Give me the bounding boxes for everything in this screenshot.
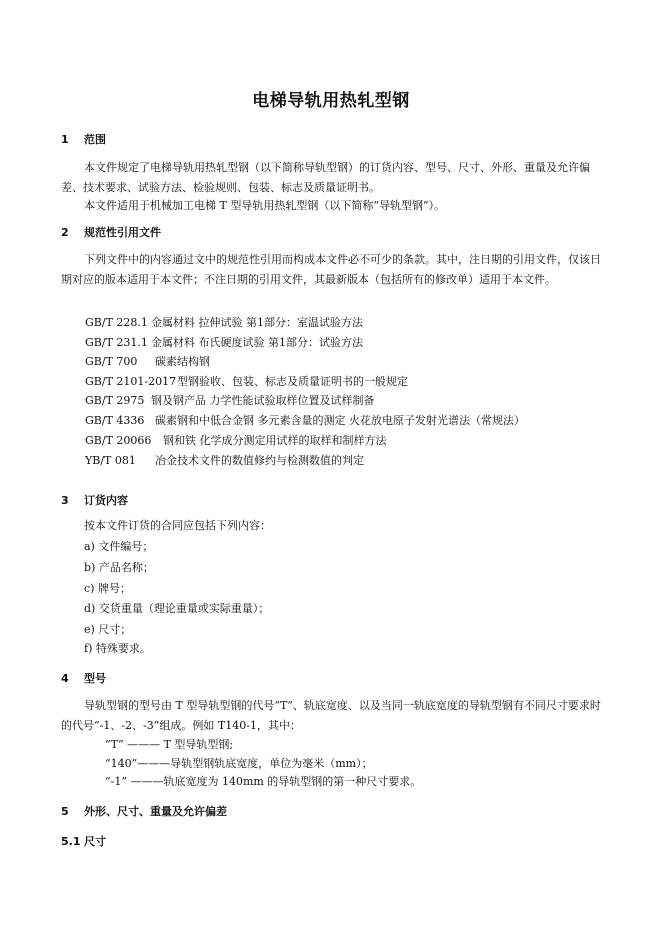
reference-item: [85, 373, 408, 389]
reference-code: GB/T 4336: [85, 414, 145, 427]
reference-code: GB/T 228.1: [85, 316, 148, 329]
subsection-heading-5-1: [61, 833, 106, 849]
normative-intro: 下列文件中的内容通过文中的规范性引用而构成本文件必不可少的条款。其中，注日期的引用文件，仅该日期对应的版本适用于本文件；不注日期的引用文件，其最新版本（包括所有的修改单）适用于本文件。: [61, 253, 601, 286]
reference-code: GB/T 231.1: [85, 336, 148, 349]
model-line: “140”———导轨型钢轨底宽度，单位为毫米（mm）；: [105, 757, 373, 770]
scope-paragraph-1: 本文件规定了电梯导轨用热轧型钢（以下简称导轨型钢）的订货内容、型号、尺寸、外形、重量及允许偏差、技术要求、试验方法、检验规则、包装、标志及质量证明书。: [61, 161, 590, 194]
section-number: 4: [61, 672, 69, 685]
reference-code: YB/T 081: [85, 454, 136, 467]
section-number: 5: [61, 805, 69, 818]
section-heading-4: [61, 670, 106, 686]
reference-item: [85, 334, 363, 350]
reference-item: [85, 353, 210, 369]
section-title: 尺寸: [84, 835, 106, 848]
order-item: d) 交货重量（理论重量或实际重量）；: [84, 602, 270, 615]
order-intro: 按本文件订货的合同应包括下列内容：: [84, 519, 271, 532]
order-item: e) 尺寸；: [84, 623, 132, 636]
section-number: 3: [61, 494, 69, 507]
reference-title: 碳素结构钢: [155, 355, 210, 368]
reference-code: GB/T 700: [85, 355, 138, 368]
section-heading-2: [61, 224, 161, 240]
reference-item: [85, 412, 525, 428]
section-title: 型号: [84, 672, 106, 685]
section-title: 外形、尺寸、重量及允许偏差: [84, 805, 227, 818]
section-heading-1: [61, 131, 106, 147]
reference-title: 碳素钢和中低合金钢 多元素含量的测定 火花放电原子发射光谱法（常规法）: [155, 414, 525, 427]
model-line: “T” ——— T 型导轨型钢;: [105, 738, 234, 751]
order-item: a) 文件编号；: [84, 540, 154, 553]
section-title: 订货内容: [84, 494, 128, 507]
section-heading-5: [61, 803, 227, 819]
section-title: 范围: [84, 133, 106, 146]
reference-code: GB/T 2975: [85, 394, 145, 407]
reference-title: 冶金技术文件的数值修约与检测数值的判定: [155, 454, 364, 467]
section-number: 2: [61, 226, 69, 239]
reference-code: GB/T 20066: [85, 434, 152, 447]
model-paragraph: 导轨型钢的型号由 T 型导轨型钢的代号“T”、轨底宽度、以及当同一轨底宽度的导轨型钢有不同尺寸要求时的代号“-1、-2、-3”组成。例如 T140-1，其中：: [61, 699, 601, 732]
reference-title: 金属材料 布氏硬度试验 第1部分：试验方法: [151, 336, 363, 349]
reference-title: 金属材料 拉伸试验 第1部分：室温试验方法: [151, 316, 363, 329]
model-line: “-1” ———轨底宽度为 140mm 的导轨型钢的第一种尺寸要求。: [105, 775, 422, 788]
reference-item: [85, 452, 364, 468]
order-item: b) 产品名称；: [84, 561, 154, 574]
section-heading-3: [61, 492, 128, 508]
reference-title: 钢和铁 化学成分测定用试样的取样和制样方法: [163, 434, 387, 447]
scope-paragraph-2: 本文件适用于机械加工电梯 T 型导轨用热轧型钢（以下简称“导轨型钢”）。: [84, 199, 446, 212]
order-item: f) 特殊要求。: [84, 642, 151, 655]
order-item: c) 牌号；: [84, 582, 131, 595]
reference-item: [85, 432, 387, 448]
reference-title: 型钢验收、包装、标志及质量证明书的一般规定: [177, 375, 408, 388]
reference-item: [85, 314, 363, 330]
section-number: 5.1: [61, 835, 81, 848]
reference-title: 钢及钢产品 力学性能试验取样位置及试样制备: [151, 394, 375, 407]
page-title: 电梯导轨用热轧型钢: [252, 91, 410, 111]
reference-code: GB/T 2101-2017: [85, 375, 177, 388]
section-number: 1: [61, 133, 69, 146]
section-title: 规范性引用文件: [84, 226, 161, 239]
reference-item: [85, 392, 375, 408]
